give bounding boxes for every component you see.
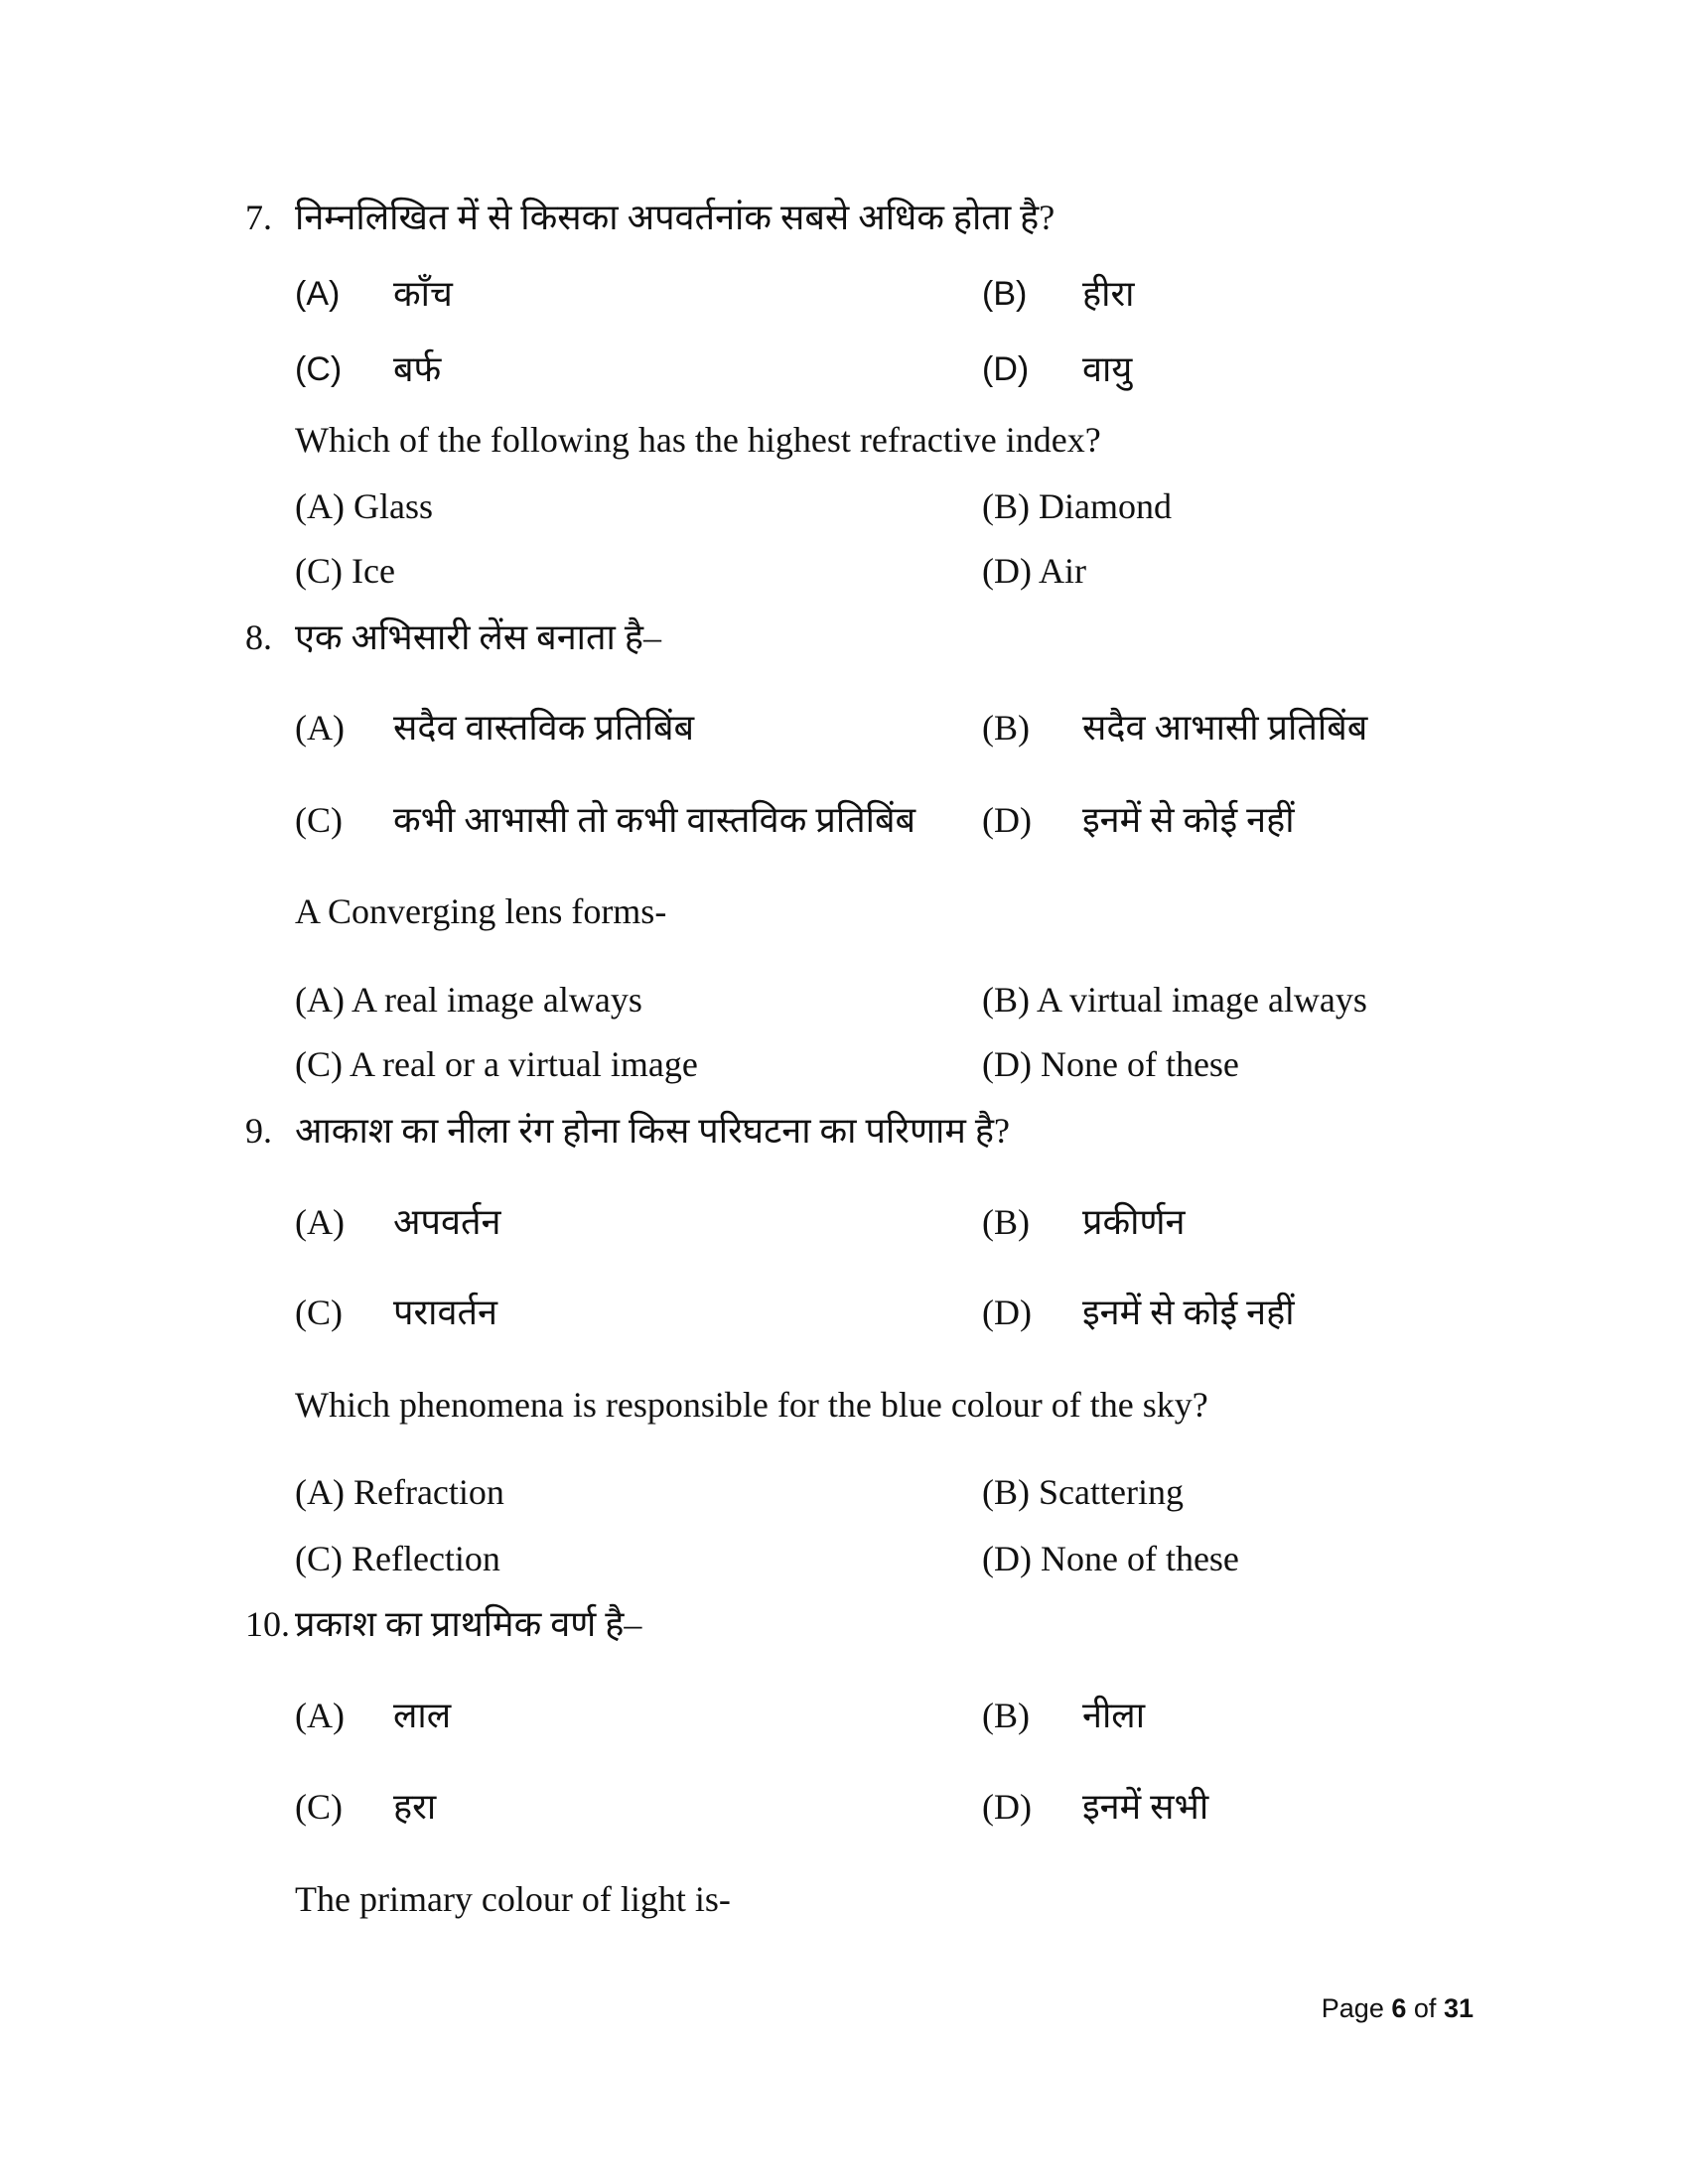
option-english: (B) A virtual image always (982, 980, 1367, 1020)
page-number-footer (1322, 1993, 1474, 2024)
footer-of: of (1413, 1993, 1437, 2023)
option-text: कभी आभासी तो कभी वास्तविक प्रतिबिंब (393, 800, 916, 840)
question-hindi: एक अभिसारी लेंस बनाता है– (295, 617, 661, 657)
option-text: हरा (393, 1787, 437, 1827)
option-label: (A) (295, 1696, 345, 1735)
question-hindi: निम्नलिखित में से किसका अपवर्तनांक सबसे अधिक होता है? (295, 198, 1055, 237)
question-english: A Converging lens forms- (295, 891, 667, 931)
option-english: (C) Reflection (295, 1539, 500, 1578)
option-label: (A) (295, 1202, 345, 1242)
question-number: 10. (245, 1604, 290, 1644)
option-text: बर्फ (393, 349, 442, 389)
question-english: The primary colour of light is- (295, 1879, 731, 1919)
option-english: (A) A real image always (295, 980, 642, 1020)
option-english: (D) None of these (982, 1044, 1239, 1084)
question-number: 9. (245, 1111, 272, 1151)
option-english: (B) Diamond (982, 486, 1172, 526)
question-number: 7. (245, 198, 272, 237)
option-label: (C) (295, 1787, 343, 1827)
option-text: इनमें से कोई नहीं (1082, 800, 1295, 840)
option-label: (D) (982, 1293, 1032, 1332)
option-english: (C) Ice (295, 551, 395, 591)
option-english: (B) Scattering (982, 1472, 1184, 1512)
option-english: (A) Refraction (295, 1472, 504, 1512)
option-label: (D) (982, 800, 1032, 840)
option-text: परावर्तन (393, 1293, 498, 1332)
option-text: काँच (393, 274, 453, 314)
footer-total-pages: 31 (1443, 1993, 1474, 2023)
option-text: सदैव आभासी प्रतिबिंब (1082, 708, 1368, 748)
footer-prefix: Page (1321, 1993, 1384, 2023)
option-text: इनमें सभी (1082, 1787, 1209, 1827)
option-text: लाल (393, 1696, 452, 1735)
option-english: (D) None of these (982, 1539, 1239, 1578)
option-label: (B) (982, 1696, 1030, 1735)
question-english: Which phenomena is responsible for the blue colour of the sky? (295, 1385, 1208, 1425)
question-number: 8. (245, 617, 272, 657)
option-english: (A) Glass (295, 486, 433, 526)
option-label: (A) (295, 708, 345, 748)
option-english: (D) Air (982, 551, 1086, 591)
option-label: (D) (982, 1787, 1032, 1827)
option-text: इनमें से कोई नहीं (1082, 1293, 1295, 1332)
option-label: (B) (982, 275, 1028, 313)
option-label: (B) (982, 708, 1030, 748)
option-text: सदैव वास्तविक प्रतिबिंब (393, 708, 695, 748)
option-label: (C) (295, 800, 343, 840)
option-english: (C) A real or a virtual image (295, 1044, 698, 1084)
option-label: (C) (295, 350, 343, 388)
footer-current-page: 6 (1391, 1993, 1407, 2023)
question-hindi: प्रकाश का प्राथमिक वर्ण है– (295, 1604, 642, 1644)
option-label: (C) (295, 1293, 343, 1332)
question-english: Which of the following has the highest refractive index? (295, 420, 1101, 460)
option-text: अपवर्तन (393, 1202, 501, 1242)
option-text: हीरा (1082, 274, 1135, 314)
option-label: (A) (295, 275, 341, 313)
option-text: वायु (1082, 349, 1133, 389)
option-text: प्रकीर्णन (1082, 1202, 1186, 1242)
question-hindi: आकाश का नीला रंग होना किस परिघटना का परिणाम है? (295, 1111, 1010, 1151)
option-label: (B) (982, 1202, 1030, 1242)
option-label: (D) (982, 350, 1030, 388)
option-text: नीला (1082, 1696, 1146, 1735)
